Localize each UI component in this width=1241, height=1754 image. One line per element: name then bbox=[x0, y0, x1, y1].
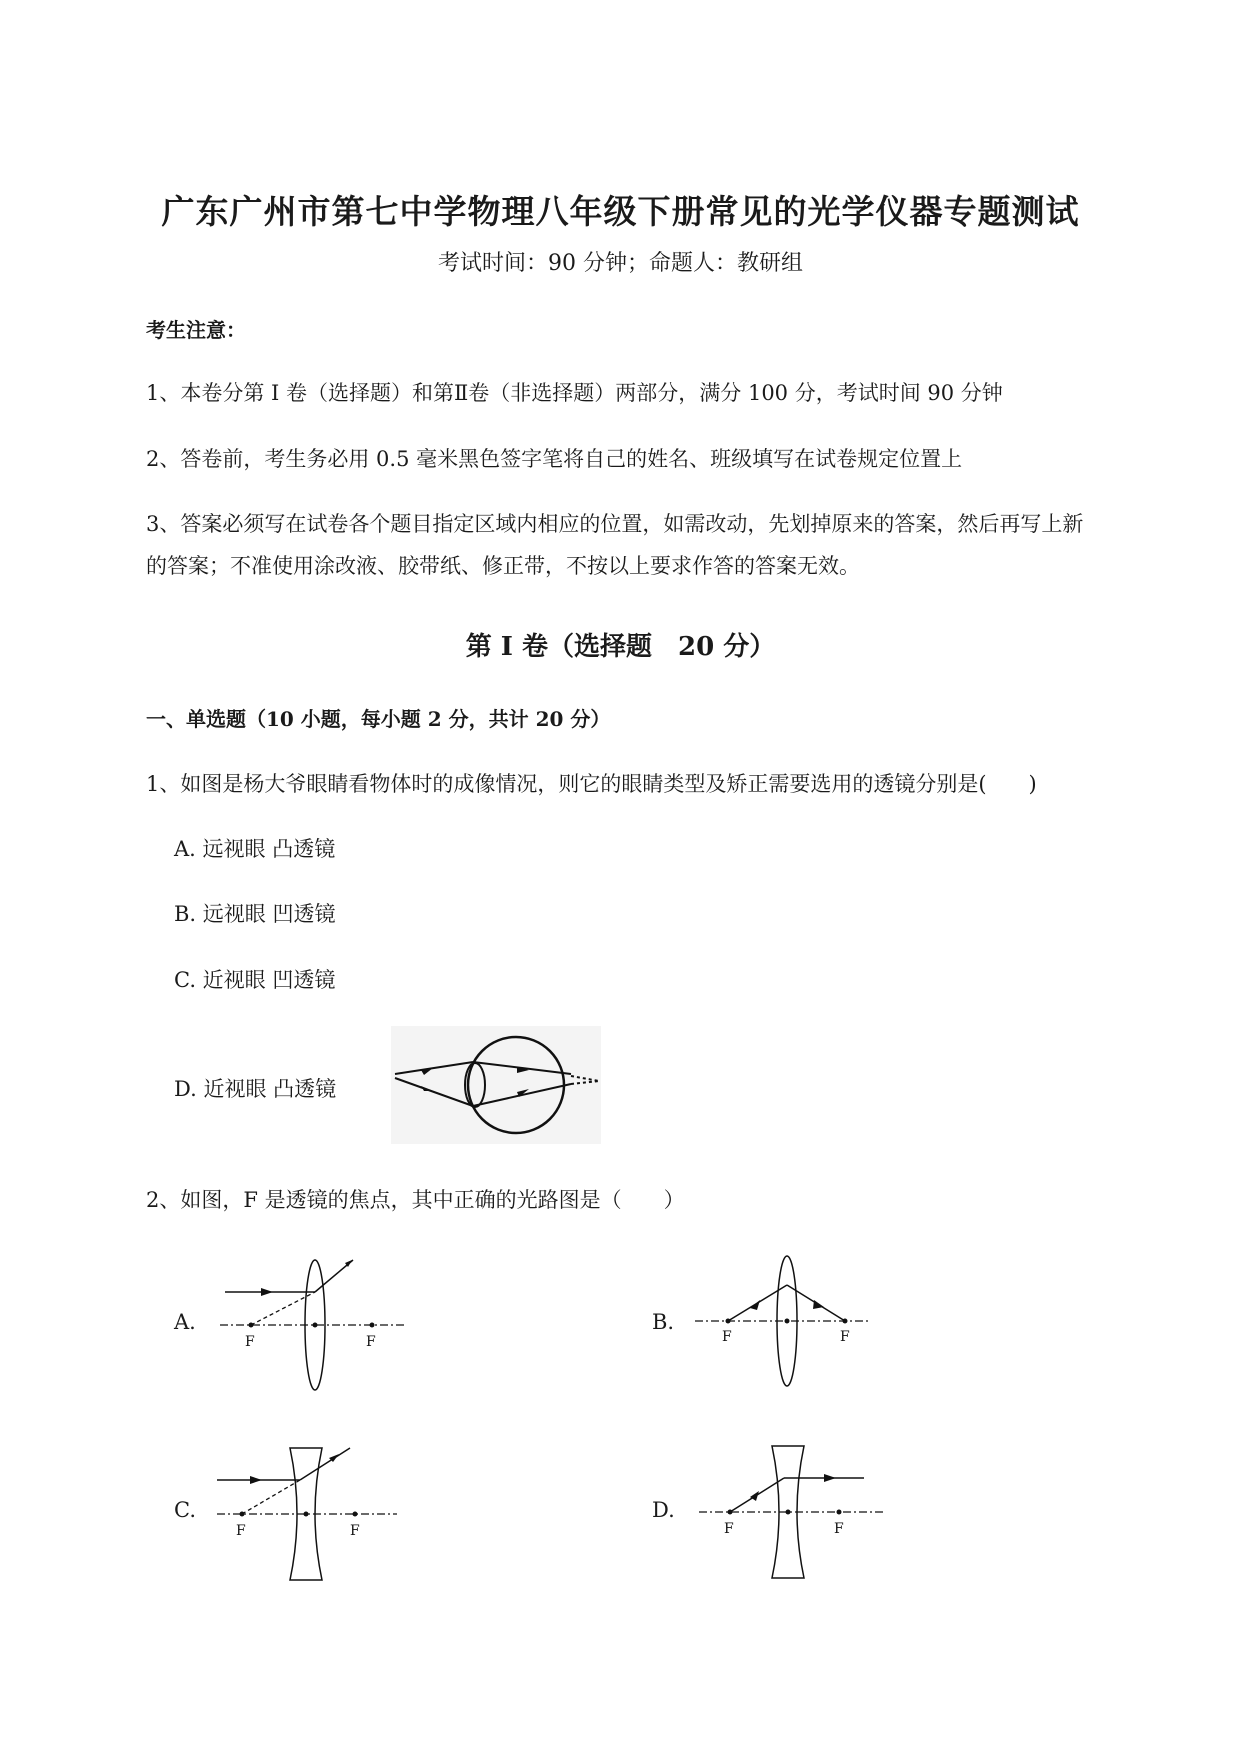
section-title: 第 I 卷（选择题 20 分） bbox=[465, 632, 776, 662]
notice-item-1: 1、本卷分第 I 卷（选择题）和第Ⅱ卷（非选择题）两部分，满分 100 分，考试时间 90 分钟 bbox=[146, 381, 1003, 405]
focus-label: F bbox=[245, 1334, 255, 1350]
focus-label: F bbox=[722, 1329, 732, 1345]
question-2-option-a[interactable]: A. bbox=[174, 1310, 196, 1334]
eye-image-diagram bbox=[391, 1026, 601, 1144]
focus-label: F bbox=[834, 1521, 844, 1537]
notice-item-2: 2、答卷前，考生务必用 0.5 毫米黑色签字笔将自己的姓名、班级填写在试卷规定位置上 bbox=[146, 447, 963, 471]
question-2-option-d[interactable]: D. bbox=[652, 1498, 675, 1522]
question-1-option-a[interactable]: A. 远视眼 凸透镜 bbox=[174, 837, 336, 861]
notice-heading: 考生注意： bbox=[146, 318, 246, 342]
convex-lens-diagram-a bbox=[215, 1252, 415, 1392]
focus-label: F bbox=[840, 1329, 850, 1345]
question-1-option-d[interactable]: D. 近视眼 凸透镜 bbox=[174, 1077, 337, 1101]
question-2-stem: 2、如图，F 是透镜的焦点，其中正确的光路图是（ ） bbox=[146, 1188, 685, 1212]
part-heading: 一、单选题（10 小题，每小题 2 分，共计 20 分） bbox=[146, 707, 611, 731]
notice-item-3-cont: 的答案；不准使用涂改液、胶带纸、修正带，不按以上要求作答的答案无效。 bbox=[146, 554, 860, 578]
focus-label: F bbox=[366, 1334, 376, 1350]
focus-label: F bbox=[350, 1523, 360, 1539]
page-title: 广东广州市第七中学物理八年级下册常见的光学仪器专题测试 bbox=[161, 192, 1080, 231]
question-1-option-b[interactable]: B. 远视眼 凹透镜 bbox=[174, 902, 336, 926]
focus-label: F bbox=[724, 1521, 734, 1537]
question-1-stem: 1、如图是杨大爷眼睛看物体时的成像情况，则它的眼睛类型及矫正需要选用的透镜分别是( ) bbox=[146, 772, 1037, 796]
exam-info: 考试时间：90 分钟；命题人：教研组 bbox=[438, 251, 803, 276]
question-2-option-c[interactable]: C. bbox=[174, 1498, 196, 1522]
convex-lens-diagram-b bbox=[690, 1252, 880, 1392]
notice-item-3: 3、答案必须写在试卷各个题目指定区域内相应的位置，如需改动，先划掉原来的答案，然后再写上新 bbox=[146, 512, 1084, 536]
question-1-option-c[interactable]: C. 近视眼 凹透镜 bbox=[174, 968, 336, 992]
focus-label: F bbox=[236, 1523, 246, 1539]
question-2-option-b[interactable]: B. bbox=[652, 1310, 675, 1334]
concave-lens-diagram-c bbox=[212, 1440, 412, 1585]
concave-lens-diagram-d bbox=[694, 1440, 894, 1585]
